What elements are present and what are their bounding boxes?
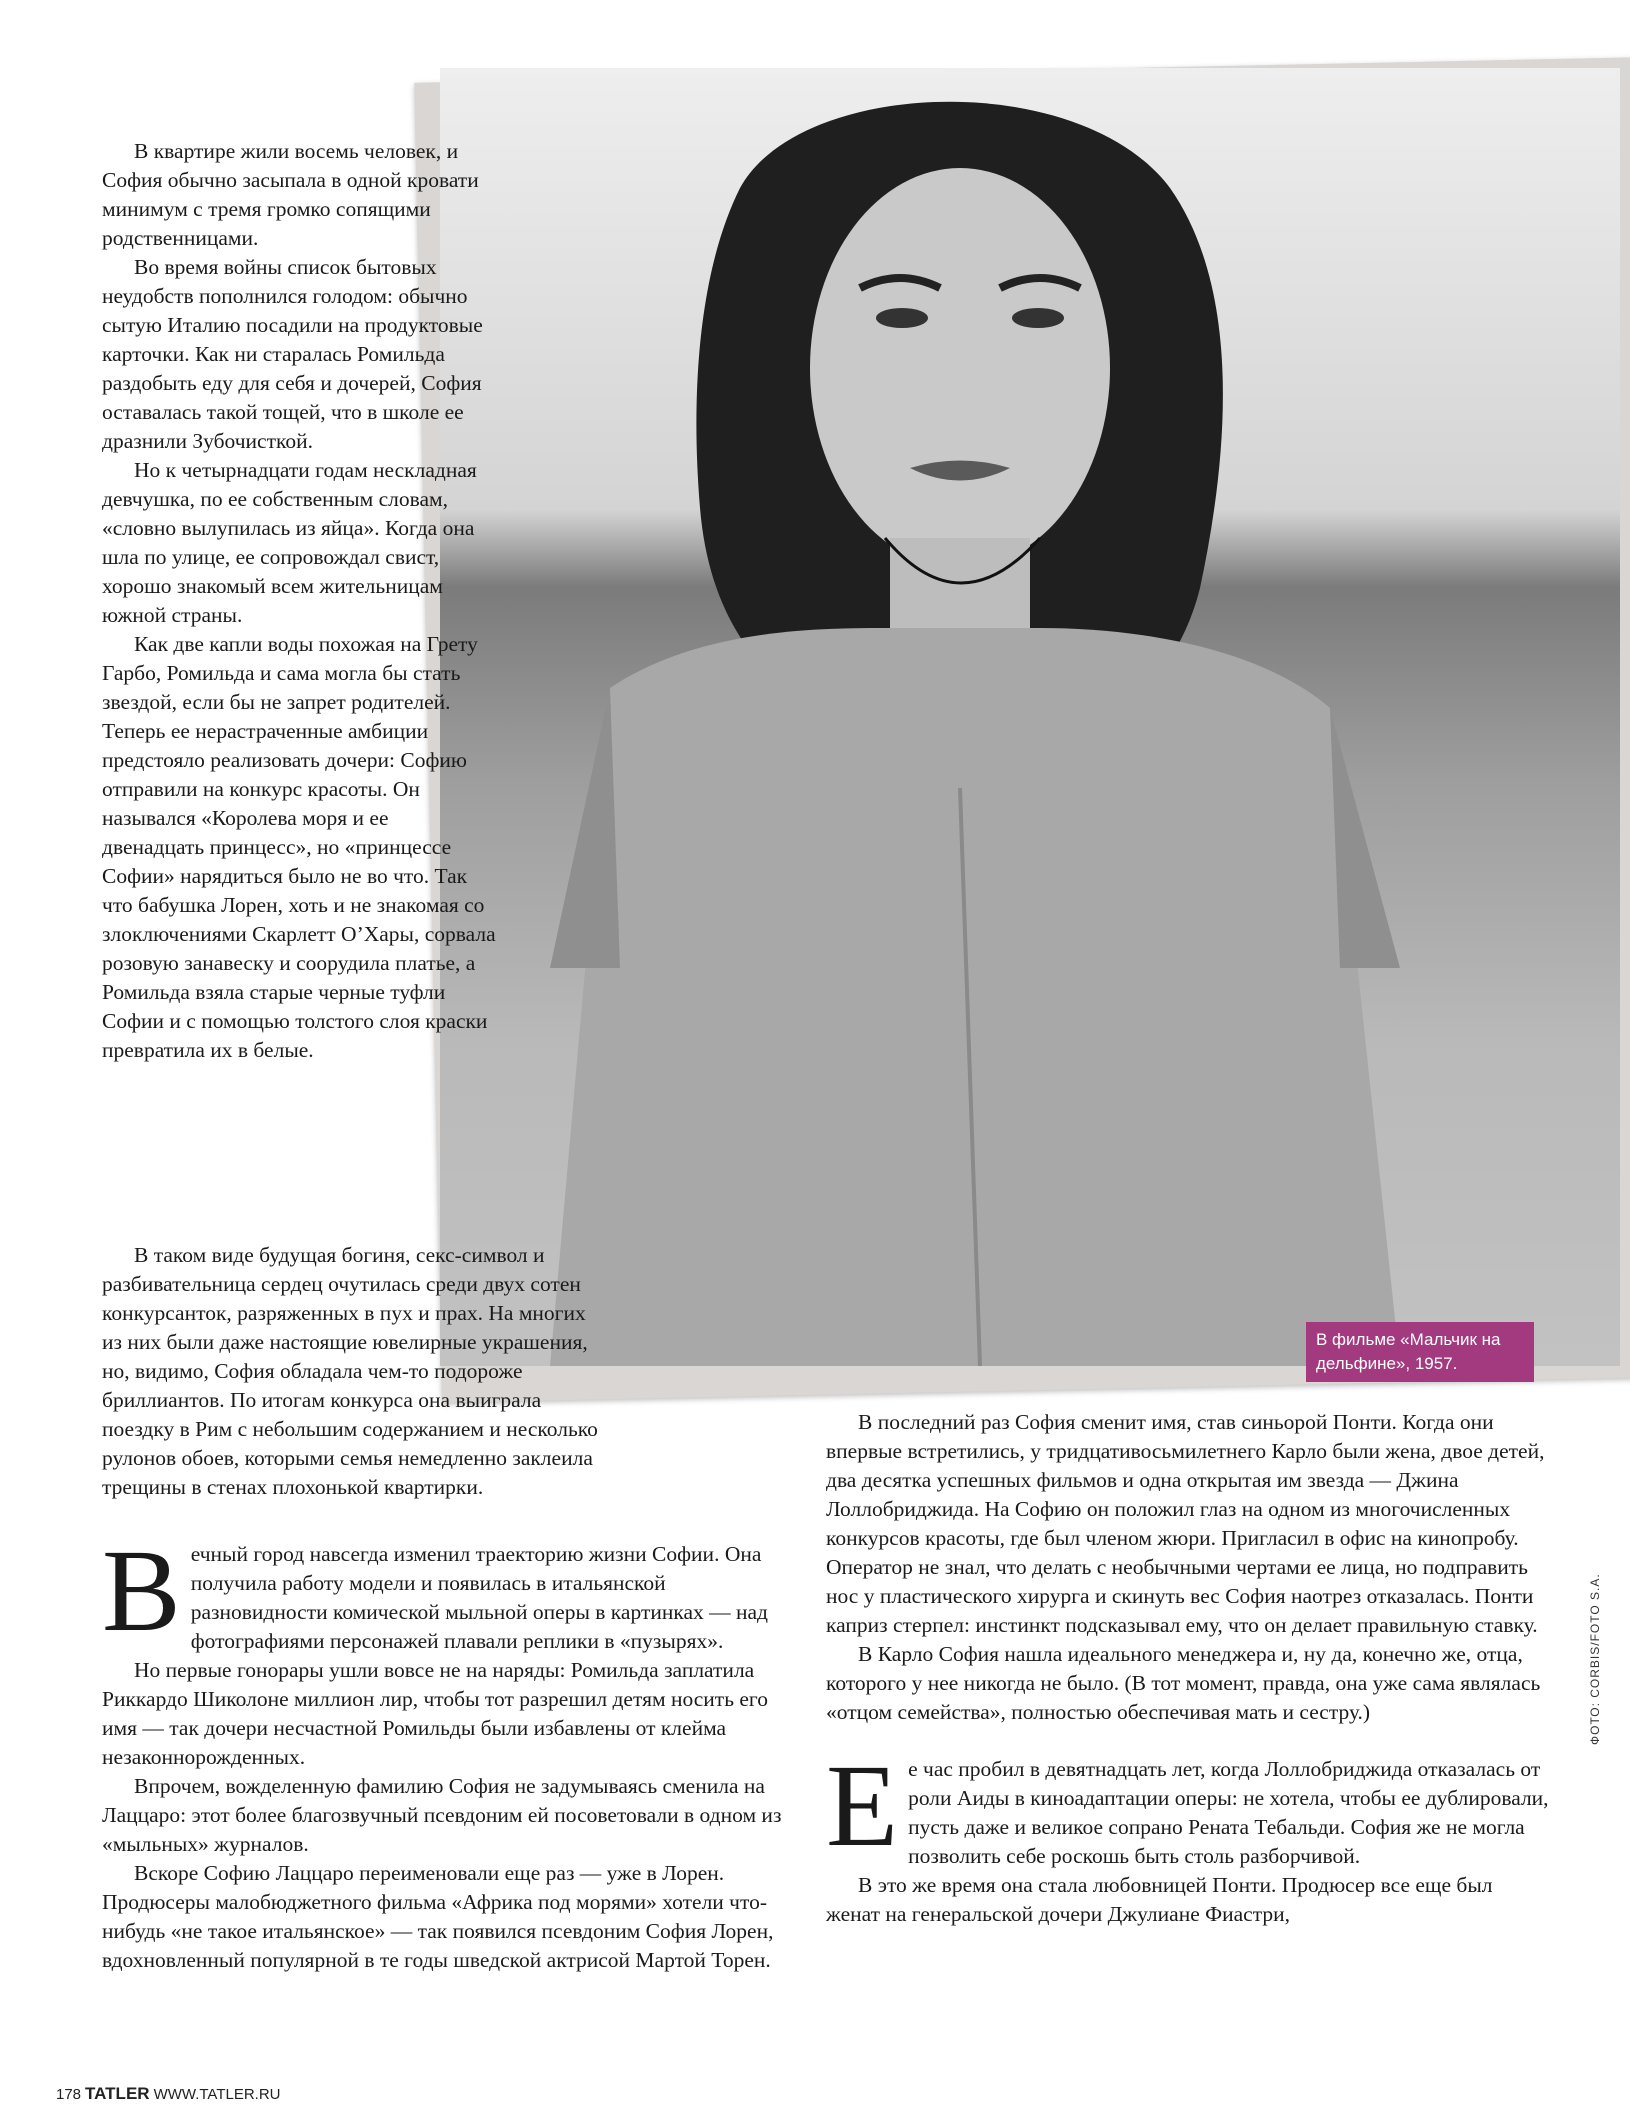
magazine-brand: TATLER: [85, 2084, 150, 2103]
paragraph: Но первые гонорары ушли вовсе не на наряды: Ромильда заплатила Риккардо Шиколоне миллион лир, чтобы тот разрешил детям носить его имя — так дочери несчастной Ромильды были избавлены от клейма незаконнорожденных.: [102, 1658, 768, 1769]
portrait-photo: [440, 68, 1620, 1366]
right-column: [826, 1408, 1550, 1929]
dropcap: В: [102, 1525, 181, 1656]
left-column-bottom: [102, 1525, 802, 1975]
paragraph: В это же время она стала любовницей Понти. Продюсер все еще был женат на генеральской дочери Джулиане Фиастри,: [826, 1873, 1493, 1926]
page-footer: [56, 2084, 281, 2104]
portrait-illustration: [440, 68, 1620, 1366]
paragraph: Во время войны список бытовых неудобств пополнился голодом: обычно сытую Италию посадили на продуктовые карточки. Как ни старалась Ромильда раздобыть еду для себя и дочерей, София оставалась такой тощей, что в школе ее дразнили Зубочисткой.: [102, 255, 483, 453]
paragraph: Как две капли воды похожая на Грету Гарбо, Ромильда и сама могла бы стать звездой, если бы не запрет родителей. Теперь ее нерастраченные амбиции предстояло реализовать дочери: Софию отправили на конкурс красоты. Он назывался «Королева моря и ее двенадцать принцесс», но «принцессе Софии» нарядиться было не во что. Так что бабушка Лорен, хоть и не знакомая со злоключениями Скарлетт О’Хары, сорвала розовую занавеску и соорудила платье, а Ромильда взяла старые черные туфли Софии и с помощью толстого слоя краски превратила их в белые.: [102, 632, 496, 1062]
dropcap: Е: [826, 1740, 899, 1871]
website-url[interactable]: WWW.TATLER.RU: [153, 2086, 281, 2103]
paragraph: Впрочем, вожделенную фамилию София не задумываясь сменила на Лаццаро: этот более благозвучный псевдоним ей посоветовали в одном из «мыльных» журналов.: [102, 1774, 782, 1856]
lead-text: ечный город навсегда изменил траекторию жизни Софии. Она получила работу модели и появилась в итальянской разновидности комической мыльной оперы в картинках — над фотографиями персонажей плавали реплики в «пузырях».: [190, 1542, 768, 1653]
lead-text: е час пробил в девятнадцать лет, когда Лоллобриджида отказалась от роли Аиды в киноадаптации оперы: не хотела, чтобы ее дублировали, пусть даже и великое сопрано Рената Тебальди. София же не могла позволить себе роскошь быть столь разборчивой.: [908, 1757, 1549, 1868]
paragraph: В квартире жили восемь человек, и София обычно засыпала в одной кровати минимум с тремя громко сопящими родственницами.: [102, 139, 479, 250]
page-number: 178: [56, 2086, 82, 2103]
paragraph: В последний раз София сменит имя, став синьорой Понти. Когда они впервые встретились, у тридцативосьмилетнего Карло были жена, двое детей, два десятка успешных фильмов и одна открытая им звезда — Джина Лоллобриджида. На Софию он положил глаз на одном из многочисленных конкурсов красоты, где был членом жюри. Пригласил в офис на кинопробу. Оператор не знал, что делать с необычными чертами ее лица, но подправить нос у пластического хирурга и скинуть вес София наотрез отказалась. Понти каприз стерпел: инстинкт подсказывал ему, что он делает правильную ставку.: [826, 1410, 1545, 1637]
left-column-top: [102, 137, 496, 1065]
left-column-middle: [102, 1241, 602, 1502]
photo-caption: В фильме «Мальчик на дельфине», 1957.: [1306, 1322, 1534, 1382]
paragraph: В таком виде будущая богиня, секс-символ и разбивательница сердец очутилась среди двух сотен конкурсанток, разряженных в пух и прах. На многих из них были даже настоящие ювелирные украшения, но, видимо, София обладала чем-то подороже бриллиантов. По итогам конкурса она выиграла поездку в Рим с небольшим содержанием и несколько рулонов обоев, которыми семья немедленно заклеила трещины в стенах плохонькой квартирки.: [102, 1243, 598, 1499]
paragraph: Но к четырнадцати годам нескладная девчушка, по ее собственным словам, «словно вылупилась из яйца». Когда она шла по улице, ее сопровождал свист, хорошо знакомый всем жительницам южной страны.: [102, 458, 477, 627]
paragraph: Вскоре Софию Лаццаро переименовали еще раз — уже в Лорен. Продюсеры малобюджетного фильма «Африка под морями» хотели что-нибудь «не такое итальянское» — так появился псевдоним София Лорен, вдохновленный популярной в те годы шведской актрисой Мартой Торен.: [102, 1861, 774, 1972]
photo-credit: ФОТО: CORBIS/FOTO S.A.: [1588, 1573, 1602, 1745]
paragraph: В Карло София нашла идеального менеджера и, ну да, конечно же, отца, которого у нее никогда не было. (В тот момент, правда, она уже сама являлась «отцом семейства», полностью обеспечивая мать и сестру.): [826, 1642, 1541, 1724]
dropcap-paragraph: [826, 1740, 1550, 1871]
dropcap-paragraph: [102, 1525, 802, 1656]
